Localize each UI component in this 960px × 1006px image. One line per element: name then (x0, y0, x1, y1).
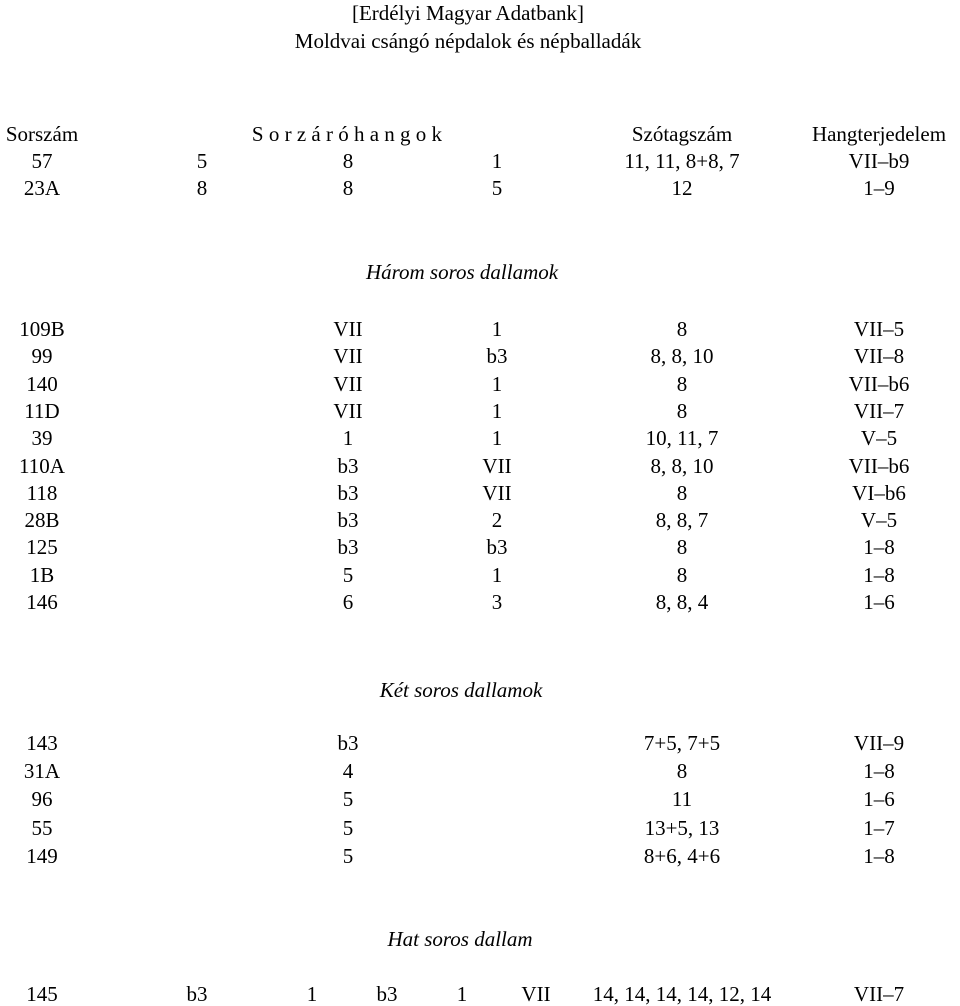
table-cell: 3 (491, 590, 503, 614)
table-cell: 5 (342, 843, 354, 868)
table-cell: 1B (29, 562, 55, 587)
table-cell: 1 (491, 562, 503, 587)
section-title-six-line: Hat soros dallam (387, 927, 533, 951)
table-cell: 8 (676, 480, 688, 505)
table-cell: 1–8 (863, 535, 895, 560)
table-cell: 6 (342, 590, 354, 614)
table-cell: 8, 8, 4 (655, 590, 709, 614)
table-cell: 5 (196, 149, 208, 173)
table-cell: b3 (337, 453, 359, 478)
table-cell: 4 (342, 759, 354, 784)
table-cell: 118 (26, 480, 58, 505)
table-cell: 5 (342, 815, 354, 840)
table-cell: V–5 (860, 426, 898, 451)
table-cell: 143 (26, 731, 58, 755)
table-cell: 125 (26, 535, 58, 560)
table-cell: b3 (337, 731, 359, 755)
table-cell: 7+5, 7+5 (643, 731, 721, 755)
table-cell: 8+6, 4+6 (643, 843, 721, 868)
table-cell: VII (482, 480, 512, 505)
table-cell: 1–6 (863, 787, 895, 812)
table-cell: 5 (342, 787, 354, 812)
table-cell: 1–9 (863, 176, 895, 200)
table-cell: 8 (676, 317, 688, 341)
page-title: Moldvai csángó népdalok és népballadák (294, 29, 642, 53)
table-cell: VII–7 (853, 398, 905, 423)
table-cell: 110A (19, 453, 65, 478)
table-cell: VII–7 (853, 982, 905, 1006)
table-cell: 1 (342, 426, 354, 451)
table-cell: 8 (676, 535, 688, 560)
table-cell: 57 (31, 149, 53, 173)
table-cell: 8 (342, 176, 354, 200)
table-cell: 140 (26, 371, 58, 396)
table-cell: 1–8 (863, 843, 895, 868)
table-cell: VII (333, 398, 363, 423)
table-cell: 31A (23, 759, 61, 784)
table-cell: 8, 8, 7 (655, 508, 709, 533)
table-cell: VI–b6 (852, 480, 906, 505)
table-cell: b3 (337, 508, 359, 533)
table-cell: 1 (306, 982, 318, 1006)
table-cell: VII–5 (853, 317, 905, 341)
column-header-hangterjedelem: Hangterjedelem (811, 122, 947, 146)
table-cell: VII (333, 344, 363, 369)
table-cell: 109B (19, 317, 65, 341)
table-cell: b3 (186, 982, 208, 1006)
table-cell: VII–9 (853, 731, 905, 755)
table-cell: 8 (676, 759, 688, 784)
table-cell: 1 (491, 149, 503, 173)
table-cell: 1 (491, 317, 503, 341)
section-title-three-line: Három soros dallamok (365, 260, 559, 284)
table-cell: 1–6 (863, 590, 895, 614)
table-cell: VII–b6 (848, 453, 910, 478)
table-cell: 145 (26, 982, 58, 1006)
table-cell: 8, 8, 10 (650, 344, 714, 369)
table-cell: 1–8 (863, 759, 895, 784)
table-cell: 5 (491, 176, 503, 200)
table-cell: VII–8 (853, 344, 905, 369)
table-cell: 149 (26, 843, 58, 868)
table-cell: 1 (456, 982, 468, 1006)
table-cell: 11, 11, 8+8, 7 (624, 149, 740, 173)
table-cell: 8 (196, 176, 208, 200)
table-cell: 8 (676, 371, 688, 396)
column-header-sorszam: Sorszám (5, 122, 79, 146)
table-cell: 23A (23, 176, 61, 200)
table-cell: 2 (491, 508, 503, 533)
table-cell: VII (521, 982, 551, 1006)
table-cell: 55 (31, 815, 53, 840)
table-cell: 13+5, 13 (644, 815, 720, 840)
table-cell: 14, 14, 14, 14, 12, 14 (592, 982, 772, 1006)
table-cell: 28B (24, 508, 60, 533)
table-cell: 39 (31, 426, 53, 451)
table-cell: 10, 11, 7 (645, 426, 719, 451)
table-cell: VII–b9 (848, 149, 910, 173)
table-cell: VII (333, 371, 363, 396)
source-title: [Erdélyi Magyar Adatbank] (351, 1, 585, 25)
table-cell: V–5 (860, 508, 898, 533)
table-cell: 1 (491, 426, 503, 451)
table-cell: b3 (337, 535, 359, 560)
section-title-two-line: Két soros dallamok (379, 678, 543, 702)
table-cell: b3 (337, 480, 359, 505)
table-cell: 1 (491, 371, 503, 396)
table-cell: 5 (342, 562, 354, 587)
table-cell: VII (333, 317, 363, 341)
column-header-sorzarohangok: S o r z á r ó h a n g o k (251, 122, 443, 146)
table-cell: VII (482, 453, 512, 478)
table-cell: 11D (24, 398, 60, 423)
table-cell: 96 (31, 787, 53, 812)
table-cell: 8 (676, 398, 688, 423)
table-cell: b3 (376, 982, 398, 1006)
table-cell: 12 (671, 176, 693, 200)
column-header-szotagszam: Szótagszám (631, 122, 733, 146)
table-cell: 146 (26, 590, 58, 614)
table-cell: 99 (31, 344, 53, 369)
table-cell: 8, 8, 10 (650, 453, 714, 478)
table-cell: b3 (486, 535, 508, 560)
table-cell: 1–8 (863, 562, 895, 587)
table-cell: 8 (342, 149, 354, 173)
table-cell: 1 (491, 398, 503, 423)
table-cell: VII–b6 (848, 371, 910, 396)
table-cell: 1–7 (863, 815, 895, 840)
table-cell: 8 (676, 562, 688, 587)
table-cell: 11 (671, 787, 693, 812)
table-cell: b3 (486, 344, 508, 369)
